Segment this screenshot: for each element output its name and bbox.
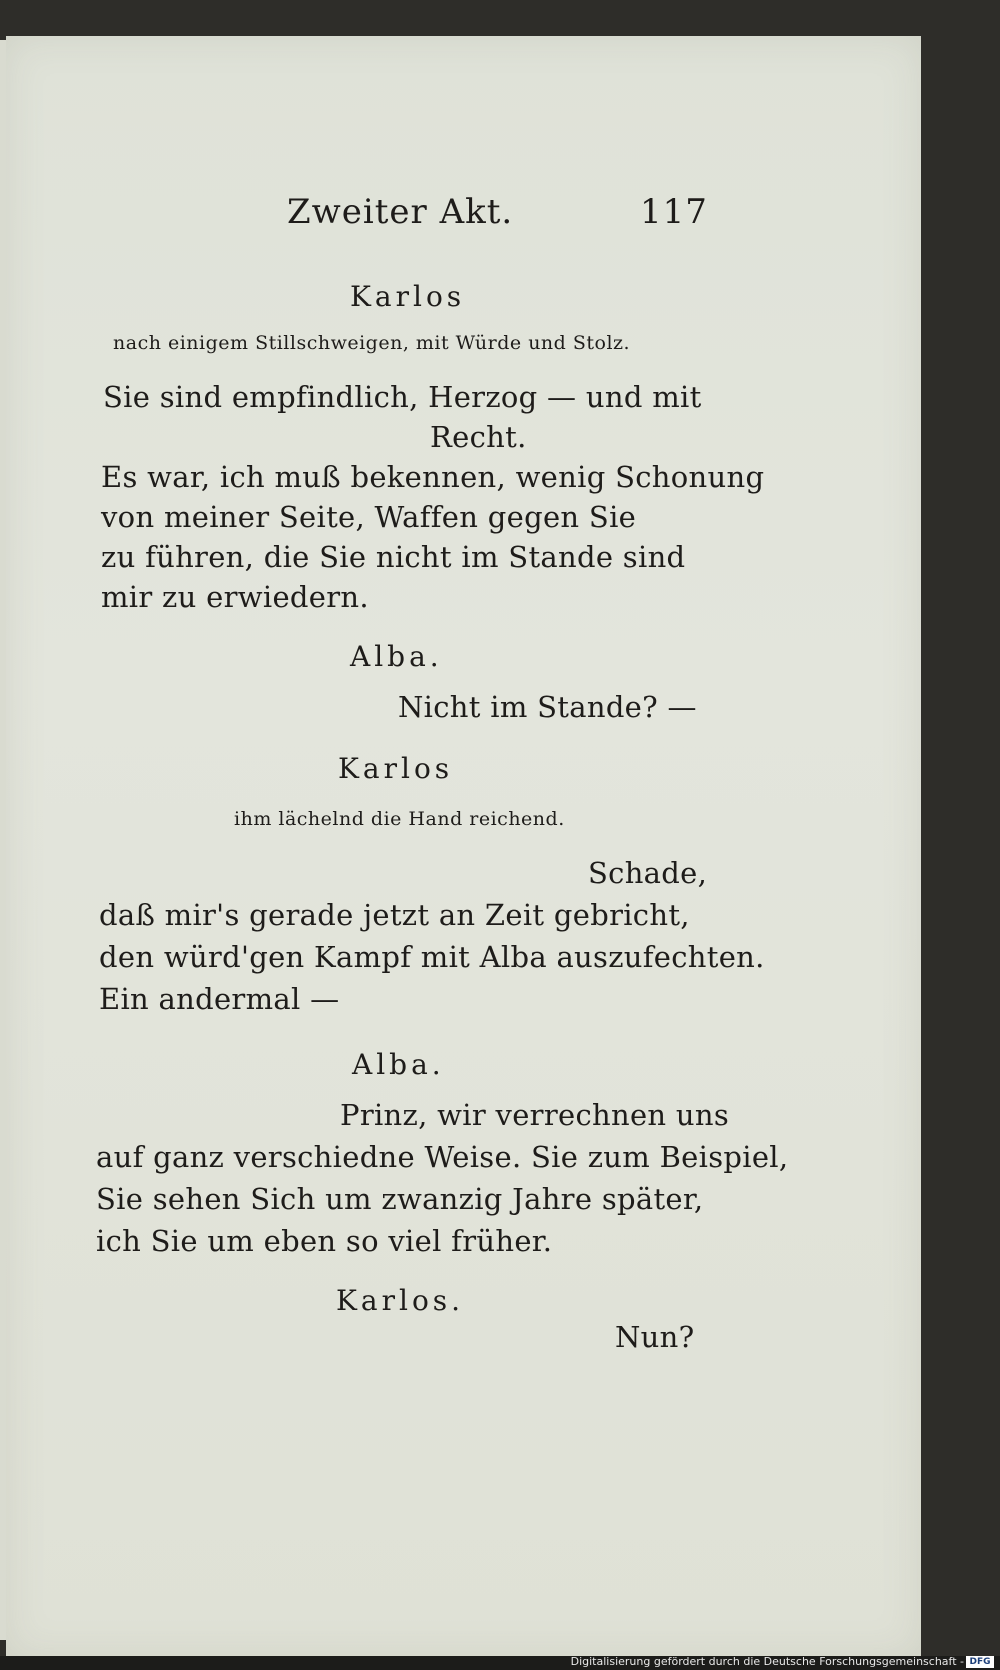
speaker-name: Karlos. [336, 1284, 465, 1317]
verse-line: zu führen, die Sie nicht im Stande sind [101, 540, 686, 574]
speaker-name: Karlos [338, 752, 454, 785]
verse-line: daß mir's gerade jetzt an Zeit gebricht, [99, 898, 690, 932]
speaker-name: Alba. [352, 1048, 445, 1081]
running-title: Zweiter Akt. [287, 192, 514, 232]
dfg-logo: DFG [966, 1656, 994, 1668]
verse-line: Ein andermal — [99, 982, 340, 1016]
verse-line: auf ganz verschiedne Weise. Sie zum Beispiel, [96, 1140, 789, 1174]
speaker-name: Alba. [350, 640, 443, 673]
verse-line: Recht. [430, 420, 527, 454]
verse-line: den würd'gen Kampf mit Alba auszufechten. [99, 940, 765, 974]
verse-line: mir zu erwiedern. [101, 580, 369, 614]
stage-direction: ihm lächelnd die Hand reichend. [234, 808, 565, 830]
verse-line: Schade, [588, 856, 708, 890]
digitization-credit: Digitalisierung gefördert durch die Deutsche Forschungsgemeinschaft - [570, 1655, 964, 1668]
verse-line: Nicht im Stande? — [398, 690, 697, 724]
speaker-name: Karlos [350, 280, 466, 313]
page-number: 117 [640, 192, 708, 232]
stage-direction: nach einigem Stillschweigen, mit Würde und Stolz. [113, 332, 631, 354]
verse-line: Sie sind empfindlich, Herzog — und mit [103, 380, 702, 414]
verse-line: Sie sehen Sich um zwanzig Jahre später, [96, 1182, 704, 1216]
page-edge [0, 40, 6, 1640]
verse-line: Es war, ich muß bekennen, wenig Schonung [101, 460, 765, 494]
verse-line: von meiner Seite, Waffen gegen Sie [101, 500, 637, 534]
verse-line: ich Sie um eben so viel früher. [96, 1224, 553, 1258]
verse-line: Nun? [615, 1320, 695, 1354]
verse-line: Prinz, wir verrechnen uns [340, 1098, 730, 1132]
